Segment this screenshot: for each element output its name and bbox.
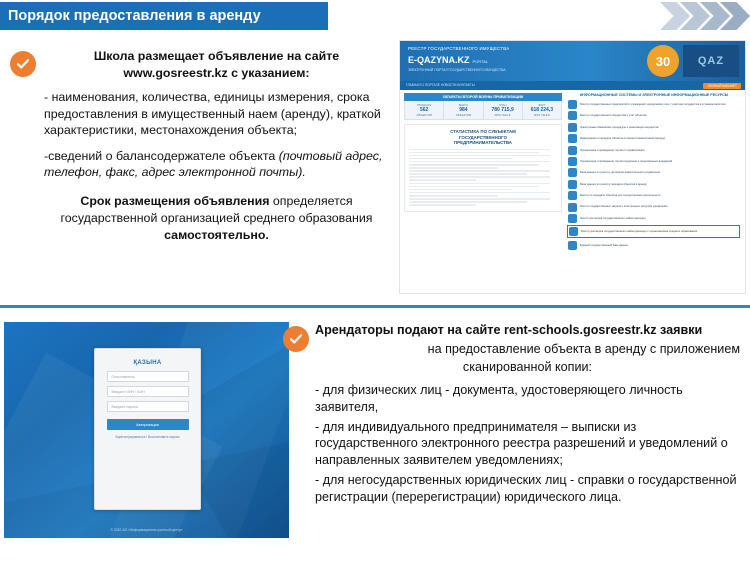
login-card[interactable] <box>94 348 201 510</box>
top-lead-line2: www.gosreestr.kz с указанием: <box>123 65 310 80</box>
top-closing <box>44 193 389 245</box>
portal-anniversary-badge: 30 <box>647 45 679 77</box>
portal-stat-unit: МЛН ТЕНГЕ <box>494 113 511 117</box>
top-text-block <box>44 48 389 245</box>
portal-doc-text-line <box>409 167 498 169</box>
portal-service-item[interactable] <box>568 123 740 132</box>
portal-left-column <box>404 93 562 212</box>
portal-doc-text-line <box>409 195 498 197</box>
portal-service-label: База данных по реестру договоров доверительного управления <box>580 171 660 175</box>
portal-doc-text-line <box>409 204 476 206</box>
service-icon <box>568 111 577 120</box>
portal-doc-text-line <box>409 170 550 172</box>
portal-service-item[interactable] <box>568 203 740 212</box>
portal-doc-text-line <box>409 158 513 160</box>
portal-brand-text: E-QAZYNA.KZ <box>408 55 470 65</box>
page-title: Порядок предоставления в аренду <box>8 8 261 24</box>
header-chevron-decoration <box>328 0 750 34</box>
portal-service-label: Организация и проведение торгов продления и лицензионных внедрений <box>580 159 673 163</box>
login-submit-button[interactable]: Авторизация <box>107 419 189 430</box>
portal-doc-text-line <box>409 152 539 154</box>
portal-brand-small: PORTAL <box>472 59 489 64</box>
portal-stat-value: 780 715,9 <box>491 107 514 113</box>
top-paragraph-2-plain: -сведений о балансодержателе объекта <box>44 148 279 163</box>
login-user-field[interactable]: Пользователь <box>107 371 189 382</box>
portal-stat-name: ФАКТ <box>538 103 546 107</box>
bottom-item-3: - для негосударственных юридических лиц - справки о государственной регистрации (перерегистрации) юридического лица. <box>315 472 737 504</box>
bottom-item-1: - для физических лиц - документа, удостоверяющего личность заявителя, <box>315 383 683 414</box>
service-icon <box>568 123 577 132</box>
portal-doc-title-1: СТАТИСТИКА ПО СУБЪЕКТАМ <box>450 129 516 134</box>
check-circle-icon <box>283 326 309 352</box>
portal-doc-text-line <box>409 198 550 200</box>
portal-logo: QAZ <box>683 45 739 77</box>
portal-service-item[interactable] <box>568 157 740 166</box>
portal-brand <box>408 55 488 65</box>
portal-service-item[interactable] <box>568 134 740 143</box>
portal-stat-value: 562 <box>419 107 429 113</box>
bottom-section <box>0 308 750 563</box>
top-paragraph-2-italic: (почтовый адрес, телефон, факс, адрес электронной почты). <box>44 148 383 179</box>
service-icon <box>568 214 577 223</box>
portal-header <box>400 41 745 81</box>
portal-service-item[interactable] <box>568 111 740 120</box>
top-closing-bold-2: самостоятельно. <box>164 228 269 243</box>
portal-doc-text-line <box>409 155 550 157</box>
login-page-screenshot[interactable] <box>4 322 289 538</box>
portal-stat-unit: МЛН ТЕНГЕ <box>533 113 550 117</box>
portal-doc-text-line <box>409 186 539 188</box>
bottom-item-2: - для индивидуального предпринимателя – выписки из государственного электронного реестра разрешений и уведомлений о направленных заявителем уведомлениях; <box>315 419 728 468</box>
header-title-bar <box>0 2 328 30</box>
portal-stat-cell <box>444 101 483 119</box>
portal-doc-text-line <box>409 183 550 185</box>
service-icon <box>568 134 577 143</box>
portal-register-caption: РЕЕСТР ГОСУДАРСТВЕННОГО ИМУЩЕСТВА <box>408 46 510 51</box>
portal-service-label: Реестр государственного имущества и учет объектов <box>580 114 647 118</box>
top-paragraph-2 <box>44 148 389 181</box>
portal-stat-cell <box>523 101 561 119</box>
portal-stats-row <box>404 101 562 120</box>
portal-stat-cell <box>405 101 444 119</box>
top-lead-line1: Школа размещает объявление на сайте <box>93 49 340 63</box>
service-icon <box>568 191 577 200</box>
portal-nav-items[interactable]: ГЛАВНАЯ О ПОРТАЛЕ НОВОСТИ КОНТАКТЫ <box>406 83 475 88</box>
top-paragraph-1: - наименования, количества, единицы измерения, срока предоставления в имущественный наем (аренду), краткой характеристики, местонахождения объекта; <box>44 90 381 137</box>
service-icon <box>568 203 577 212</box>
portal-doc-text-line <box>409 179 476 181</box>
portal-doc-text-line <box>409 201 527 203</box>
portal-service-item[interactable] <box>568 168 740 177</box>
portal-navbar[interactable] <box>400 81 745 90</box>
bottom-sub-line-1: на предоставление объекта в аренду с приложением <box>427 341 740 356</box>
portal-service-label: Единый государственный банк данных <box>580 243 629 247</box>
portal-doc-text-line <box>409 189 513 191</box>
service-icon <box>568 100 577 109</box>
portal-service-label: Реестр государственных закупок и электронных ресурсов управления <box>580 205 668 209</box>
service-icon <box>569 227 578 236</box>
portal-doc-text-line <box>409 164 539 166</box>
portal-service-item[interactable] <box>568 100 740 109</box>
service-icon <box>568 180 577 189</box>
login-footer: © 2022 АО «Информационно-учетный центр» <box>110 528 183 532</box>
top-closing-bold-1: Срок размещения объявления <box>80 193 270 208</box>
portal-doc-text-line <box>409 161 550 163</box>
portal-stat-name: ВСЕГО <box>458 103 468 107</box>
portal-service-label: База данных по реестру передачи объектов в аренду <box>580 182 647 186</box>
portal-login-button[interactable]: ЛИЧНЫЙ КАБИНЕТ <box>703 83 741 89</box>
portal-doc-text-line <box>409 149 550 151</box>
login-iin-field[interactable]: Введите ИИН / БИН <box>107 386 189 397</box>
portal-service-item-highlighted[interactable] <box>567 225 740 238</box>
service-icon <box>568 241 577 250</box>
service-icon <box>568 168 577 177</box>
login-password-field[interactable]: Введите пароль <box>107 401 189 412</box>
portal-service-item[interactable] <box>568 241 740 250</box>
portal-service-label: Организация и проведение торгов по приватизации <box>580 148 645 152</box>
portal-service-label: Электронные банковские процедуры и реализация имущества <box>580 125 659 129</box>
bottom-text-block <box>315 322 740 508</box>
portal-subbrand: ЭЛЕКТРОННЫЙ ПОРТАЛ ГОСУДАРСТВЕННОГО ИМУЩЕСТВА <box>408 68 506 72</box>
portal-stat-value: 984 <box>459 107 468 113</box>
portal-doc-title-2: ГОСУДАРСТВЕННОГО <box>458 134 508 140</box>
portal-service-label: Информация о передаче объектов в имущественный наем (аренду) <box>580 137 666 141</box>
portal-services-column <box>568 93 740 252</box>
portal-doc-text-line <box>409 176 550 178</box>
portal-stat-name: ПЛАН <box>498 103 507 107</box>
portal-doc-text-line <box>409 192 550 194</box>
login-help-link[interactable]: Зарегистрироваться / Восстановить пароль <box>115 435 180 439</box>
portal-service-label: Реестр по передаче объектов для осуществления деятельности <box>580 194 661 198</box>
page-header <box>0 0 750 34</box>
gosreestr-portal-screenshot[interactable] <box>399 40 746 294</box>
portal-service-label: Реестр договоров государственного найма (аренды) <box>580 216 646 220</box>
portal-stat-unit: ОБЪЕКТОВ <box>455 113 471 117</box>
service-icon <box>568 157 577 166</box>
portal-stat-name: ПРОДАНО <box>417 103 432 107</box>
portal-service-item[interactable] <box>568 146 740 155</box>
portal-stats-header: ОБЪЕКТЫ ВТОРОЙ ВОЛНЫ ПРИВАТИЗАЦИИ <box>404 93 562 101</box>
top-section <box>0 34 750 299</box>
bottom-lead: Арендаторы подают на сайте rent-schools.gosreestr.kz заявки <box>315 323 703 337</box>
portal-stat-cell <box>484 101 523 119</box>
portal-services-header: ИНФОРМАЦИОННЫЕ СИСТЕМЫ И ЭЛЕКТРОННЫЕ ИНФОРМАЦИОННЫЕ РЕСУРСЫ <box>579 93 729 97</box>
portal-doc-text-line <box>409 173 527 175</box>
check-circle-icon <box>10 51 36 77</box>
portal-service-item[interactable] <box>568 214 740 223</box>
login-logo: ҚАЗЫНА <box>133 359 162 366</box>
bottom-sub-line-2: сканированной копии: <box>462 360 593 375</box>
portal-statistics-document <box>404 124 562 212</box>
portal-service-label: Реестр договоров государственного найма (аренды) с организациями среднего образования <box>581 230 698 234</box>
portal-stat-value: 618 224,3 <box>530 107 553 113</box>
top-lead <box>44 48 389 81</box>
portal-doc-title <box>409 129 557 146</box>
portal-service-item[interactable] <box>568 191 740 200</box>
top-closing-mid: определяется государственной организацией среднего образования <box>60 193 373 225</box>
portal-service-item[interactable] <box>568 180 740 189</box>
service-icon <box>568 146 577 155</box>
portal-stat-unit: ОБЪЕКТОВ <box>416 113 432 117</box>
portal-service-label: Реестр государственных предприятий и учреждений, юридических лиц с участием государства в уставном капитале <box>580 102 726 106</box>
portal-doc-title-3: ПРЕДПРИНИМАТЕЛЬСТВА <box>454 140 512 145</box>
